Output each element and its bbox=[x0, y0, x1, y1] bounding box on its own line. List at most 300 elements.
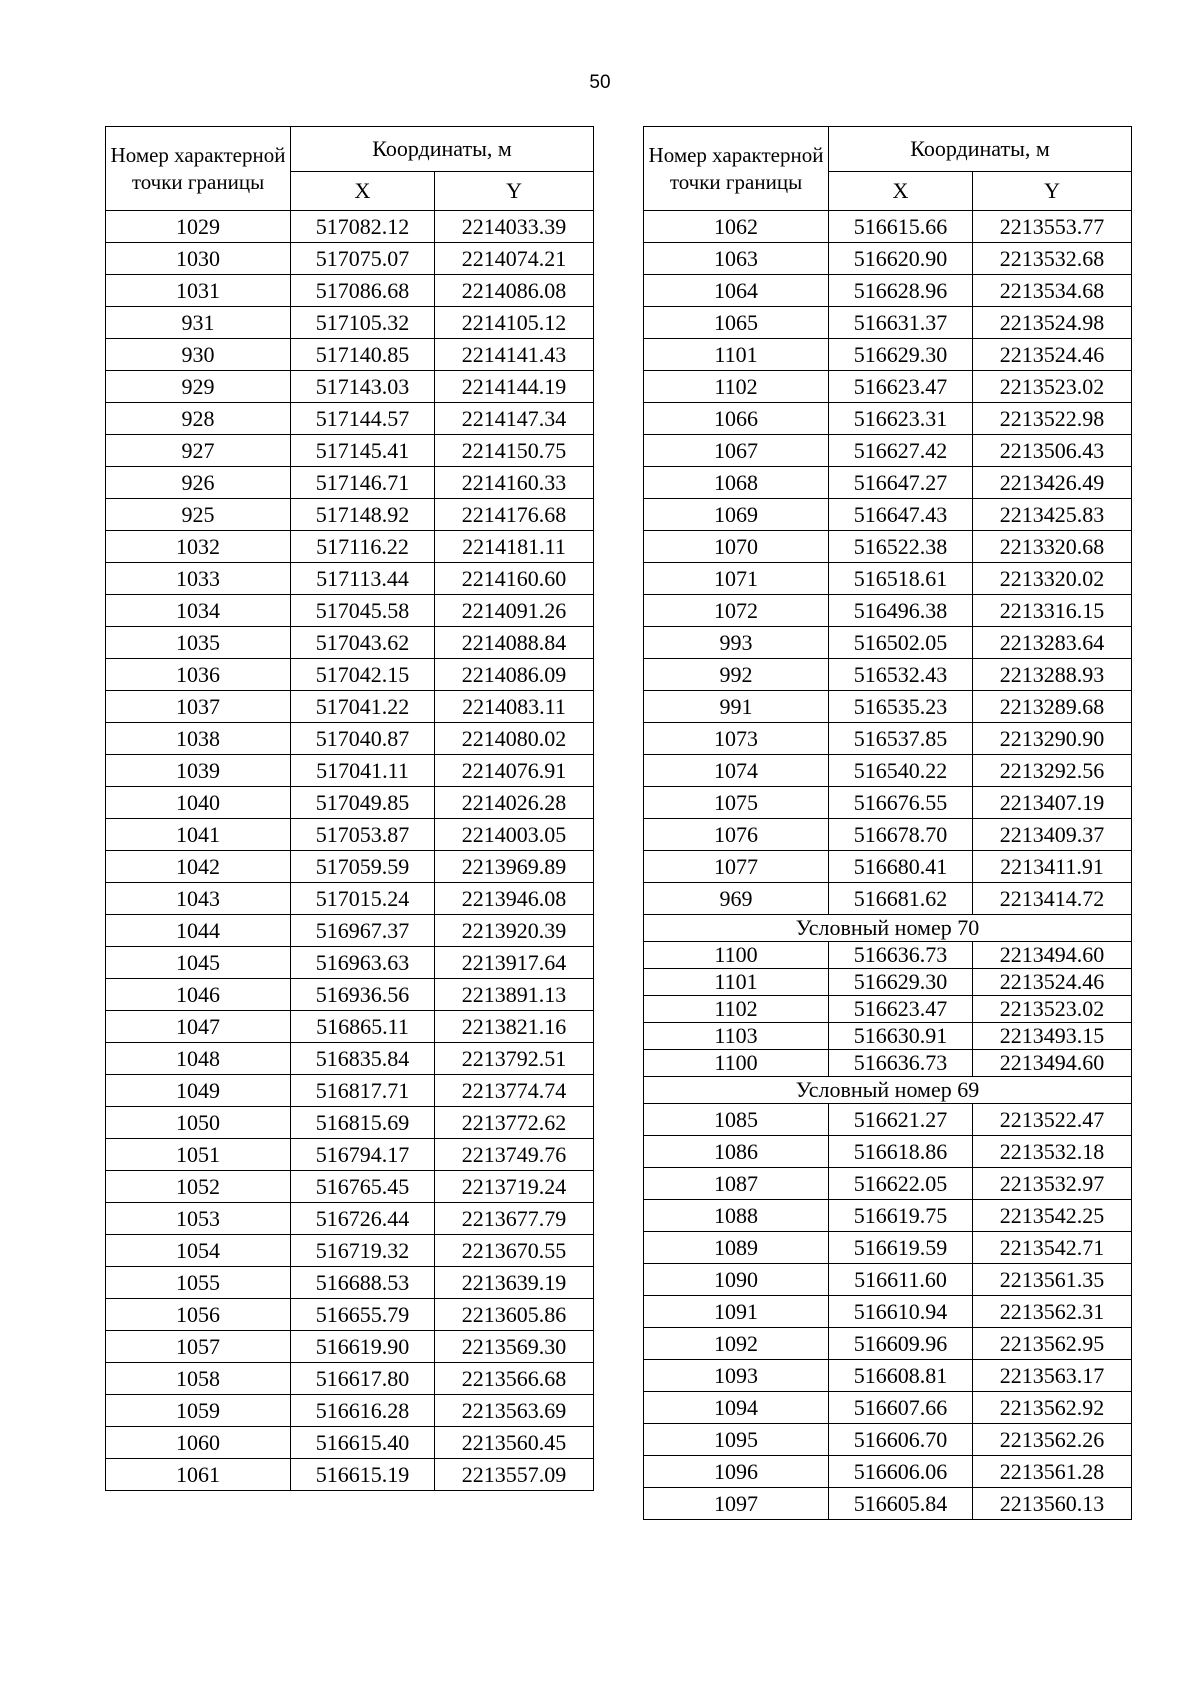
point-number-cell: 1066 bbox=[644, 403, 829, 435]
x-coordinate-cell: 517148.92 bbox=[291, 499, 435, 531]
x-coordinate-cell: 516963.63 bbox=[291, 947, 435, 979]
point-number-cell: 1065 bbox=[644, 307, 829, 339]
x-coordinate-cell: 516608.81 bbox=[829, 1360, 973, 1392]
point-number-cell: 1093 bbox=[644, 1360, 829, 1392]
x-coordinate-cell: 516609.96 bbox=[829, 1328, 973, 1360]
table-row bbox=[644, 243, 1132, 275]
y-coordinate-cell: 2213920.39 bbox=[435, 915, 594, 947]
y-coordinate-cell: 2214003.05 bbox=[435, 819, 594, 851]
y-coordinate-cell: 2213605.86 bbox=[435, 1299, 594, 1331]
x-coordinate-cell: 516765.45 bbox=[291, 1171, 435, 1203]
table-row bbox=[644, 996, 1132, 1023]
x-coordinate-cell: 517045.58 bbox=[291, 595, 435, 627]
table-row bbox=[106, 1043, 594, 1075]
table-row bbox=[106, 915, 594, 947]
x-coordinate-cell: 517041.11 bbox=[291, 755, 435, 787]
table-row bbox=[644, 1456, 1132, 1488]
x-coordinate-cell: 517143.03 bbox=[291, 371, 435, 403]
x-coordinate-cell: 517086.68 bbox=[291, 275, 435, 307]
table-row bbox=[644, 1424, 1132, 1456]
y-coordinate-cell: 2213409.37 bbox=[973, 819, 1132, 851]
table-row bbox=[644, 467, 1132, 499]
x-coordinate-cell: 516540.22 bbox=[829, 755, 973, 787]
table-row bbox=[106, 467, 594, 499]
table-row bbox=[644, 969, 1132, 996]
point-number-cell: 1100 bbox=[644, 1050, 829, 1077]
x-coordinate-cell: 516496.38 bbox=[829, 595, 973, 627]
point-number-cell: 1097 bbox=[644, 1488, 829, 1520]
table-row bbox=[644, 1232, 1132, 1264]
y-coordinate-cell: 2213670.55 bbox=[435, 1235, 594, 1267]
x-coordinate-cell: 517140.85 bbox=[291, 339, 435, 371]
x-coordinate-cell: 516537.85 bbox=[829, 723, 973, 755]
y-coordinate-cell: 2213289.68 bbox=[973, 691, 1132, 723]
table-row bbox=[644, 883, 1132, 915]
x-coordinate-cell: 517116.22 bbox=[291, 531, 435, 563]
table-row bbox=[644, 307, 1132, 339]
y-coordinate-cell: 2213414.72 bbox=[973, 883, 1132, 915]
point-number-cell: 1058 bbox=[106, 1363, 291, 1395]
point-number-cell: 1059 bbox=[106, 1395, 291, 1427]
table-row bbox=[106, 1395, 594, 1427]
table-row bbox=[106, 563, 594, 595]
point-number-cell: 1094 bbox=[644, 1392, 829, 1424]
table-row bbox=[106, 595, 594, 627]
point-number-cell: 931 bbox=[106, 307, 291, 339]
x-coordinate-cell: 516647.43 bbox=[829, 499, 973, 531]
section-row bbox=[644, 915, 1132, 942]
header-point-number: Номер характерной точки границы bbox=[106, 127, 291, 211]
coordinates-table-left bbox=[105, 126, 594, 1491]
y-coordinate-cell: 2213772.62 bbox=[435, 1107, 594, 1139]
point-number-cell: 928 bbox=[106, 403, 291, 435]
point-number-cell: 1057 bbox=[106, 1331, 291, 1363]
table-row bbox=[644, 1136, 1132, 1168]
table-row bbox=[106, 1459, 594, 1491]
x-coordinate-cell: 516621.27 bbox=[829, 1104, 973, 1136]
x-coordinate-cell: 516835.84 bbox=[291, 1043, 435, 1075]
x-coordinate-cell: 517049.85 bbox=[291, 787, 435, 819]
y-coordinate-cell: 2213532.18 bbox=[973, 1136, 1132, 1168]
y-coordinate-cell: 2213506.43 bbox=[973, 435, 1132, 467]
y-coordinate-cell: 2213494.60 bbox=[973, 1050, 1132, 1077]
y-coordinate-cell: 2214160.33 bbox=[435, 467, 594, 499]
y-coordinate-cell: 2213493.15 bbox=[973, 1023, 1132, 1050]
table-row bbox=[644, 659, 1132, 691]
point-number-cell: 1095 bbox=[644, 1424, 829, 1456]
table-row bbox=[106, 499, 594, 531]
x-coordinate-cell: 516522.38 bbox=[829, 531, 973, 563]
x-coordinate-cell: 516794.17 bbox=[291, 1139, 435, 1171]
header-x: X bbox=[291, 172, 435, 211]
table-row bbox=[106, 1203, 594, 1235]
x-coordinate-cell: 516678.70 bbox=[829, 819, 973, 851]
x-coordinate-cell: 516623.31 bbox=[829, 403, 973, 435]
x-coordinate-cell: 516647.27 bbox=[829, 467, 973, 499]
x-coordinate-cell: 516620.90 bbox=[829, 243, 973, 275]
x-coordinate-cell: 516535.23 bbox=[829, 691, 973, 723]
x-coordinate-cell: 517082.12 bbox=[291, 211, 435, 243]
section-title: Условный номер 69 bbox=[644, 1077, 1132, 1104]
table-row bbox=[106, 339, 594, 371]
y-coordinate-cell: 2214105.12 bbox=[435, 307, 594, 339]
table-row bbox=[644, 942, 1132, 969]
x-coordinate-cell: 516607.66 bbox=[829, 1392, 973, 1424]
x-coordinate-cell: 516629.30 bbox=[829, 339, 973, 371]
point-number-cell: 1060 bbox=[106, 1427, 291, 1459]
x-coordinate-cell: 517145.41 bbox=[291, 435, 435, 467]
y-coordinate-cell: 2213553.77 bbox=[973, 211, 1132, 243]
y-coordinate-cell: 2213532.97 bbox=[973, 1168, 1132, 1200]
x-coordinate-cell: 516676.55 bbox=[829, 787, 973, 819]
y-coordinate-cell: 2214091.26 bbox=[435, 595, 594, 627]
x-coordinate-cell: 517042.15 bbox=[291, 659, 435, 691]
table-row bbox=[644, 211, 1132, 243]
x-coordinate-cell: 516636.73 bbox=[829, 942, 973, 969]
table-row bbox=[644, 563, 1132, 595]
y-coordinate-cell: 2214083.11 bbox=[435, 691, 594, 723]
header-y: Y bbox=[435, 172, 594, 211]
point-number-cell: 929 bbox=[106, 371, 291, 403]
x-coordinate-cell: 516623.47 bbox=[829, 996, 973, 1023]
header-coordinates: Координаты, м bbox=[291, 127, 594, 172]
table-row bbox=[644, 371, 1132, 403]
point-number-cell: 1052 bbox=[106, 1171, 291, 1203]
table-row bbox=[106, 1363, 594, 1395]
table-row bbox=[644, 499, 1132, 531]
x-coordinate-cell: 517075.07 bbox=[291, 243, 435, 275]
x-coordinate-cell: 516681.62 bbox=[829, 883, 973, 915]
header-y: Y bbox=[973, 172, 1132, 211]
point-number-cell: 1089 bbox=[644, 1232, 829, 1264]
point-number-cell: 993 bbox=[644, 627, 829, 659]
table-row bbox=[106, 371, 594, 403]
x-coordinate-cell: 516611.60 bbox=[829, 1264, 973, 1296]
table-row bbox=[106, 787, 594, 819]
point-number-cell: 1054 bbox=[106, 1235, 291, 1267]
y-coordinate-cell: 2213426.49 bbox=[973, 467, 1132, 499]
x-coordinate-cell: 516817.71 bbox=[291, 1075, 435, 1107]
table-row bbox=[106, 723, 594, 755]
y-coordinate-cell: 2213562.31 bbox=[973, 1296, 1132, 1328]
x-coordinate-cell: 517105.32 bbox=[291, 307, 435, 339]
x-coordinate-cell: 516610.94 bbox=[829, 1296, 973, 1328]
y-coordinate-cell: 2213946.08 bbox=[435, 883, 594, 915]
x-coordinate-cell: 517041.22 bbox=[291, 691, 435, 723]
table-row bbox=[644, 1104, 1132, 1136]
y-coordinate-cell: 2213523.02 bbox=[973, 371, 1132, 403]
x-coordinate-cell: 516618.86 bbox=[829, 1136, 973, 1168]
y-coordinate-cell: 2214076.91 bbox=[435, 755, 594, 787]
point-number-cell: 1037 bbox=[106, 691, 291, 723]
x-coordinate-cell: 517144.57 bbox=[291, 403, 435, 435]
y-coordinate-cell: 2214080.02 bbox=[435, 723, 594, 755]
y-coordinate-cell: 2214088.84 bbox=[435, 627, 594, 659]
x-coordinate-cell: 516622.05 bbox=[829, 1168, 973, 1200]
table-row bbox=[644, 1200, 1132, 1232]
point-number-cell: 1043 bbox=[106, 883, 291, 915]
y-coordinate-cell: 2213774.74 bbox=[435, 1075, 594, 1107]
point-number-cell: 1033 bbox=[106, 563, 291, 595]
x-coordinate-cell: 516629.30 bbox=[829, 969, 973, 996]
point-number-cell: 1086 bbox=[644, 1136, 829, 1168]
y-coordinate-cell: 2213561.35 bbox=[973, 1264, 1132, 1296]
point-number-cell: 1051 bbox=[106, 1139, 291, 1171]
table-row bbox=[644, 595, 1132, 627]
table-row bbox=[644, 787, 1132, 819]
y-coordinate-cell: 2213821.16 bbox=[435, 1011, 594, 1043]
point-number-cell: 1075 bbox=[644, 787, 829, 819]
x-coordinate-cell: 516617.80 bbox=[291, 1363, 435, 1395]
y-coordinate-cell: 2213563.69 bbox=[435, 1395, 594, 1427]
point-number-cell: 1071 bbox=[644, 563, 829, 595]
point-number-cell: 991 bbox=[644, 691, 829, 723]
point-number-cell: 1102 bbox=[644, 371, 829, 403]
x-coordinate-cell: 516636.73 bbox=[829, 1050, 973, 1077]
point-number-cell: 1047 bbox=[106, 1011, 291, 1043]
y-coordinate-cell: 2213562.92 bbox=[973, 1392, 1132, 1424]
y-coordinate-cell: 2213532.68 bbox=[973, 243, 1132, 275]
y-coordinate-cell: 2213557.09 bbox=[435, 1459, 594, 1491]
point-number-cell: 1085 bbox=[644, 1104, 829, 1136]
point-number-cell: 1074 bbox=[644, 755, 829, 787]
table-row bbox=[106, 211, 594, 243]
y-coordinate-cell: 2213523.02 bbox=[973, 996, 1132, 1023]
y-coordinate-cell: 2213542.25 bbox=[973, 1200, 1132, 1232]
y-coordinate-cell: 2214150.75 bbox=[435, 435, 594, 467]
table-row bbox=[644, 1392, 1132, 1424]
point-number-cell: 1045 bbox=[106, 947, 291, 979]
y-coordinate-cell: 2213290.90 bbox=[973, 723, 1132, 755]
y-coordinate-cell: 2214141.43 bbox=[435, 339, 594, 371]
table-row bbox=[106, 883, 594, 915]
point-number-cell: 1100 bbox=[644, 942, 829, 969]
table-row bbox=[644, 1050, 1132, 1077]
header-coordinates: Координаты, м bbox=[829, 127, 1132, 172]
point-number-cell: 930 bbox=[106, 339, 291, 371]
y-coordinate-cell: 2213560.45 bbox=[435, 1427, 594, 1459]
x-coordinate-cell: 516655.79 bbox=[291, 1299, 435, 1331]
table-row bbox=[644, 627, 1132, 659]
y-coordinate-cell: 2214144.19 bbox=[435, 371, 594, 403]
y-coordinate-cell: 2213561.28 bbox=[973, 1456, 1132, 1488]
table-row bbox=[106, 531, 594, 563]
right-table-body bbox=[644, 211, 1132, 1520]
y-coordinate-cell: 2213494.60 bbox=[973, 942, 1132, 969]
y-coordinate-cell: 2213891.13 bbox=[435, 979, 594, 1011]
point-number-cell: 1076 bbox=[644, 819, 829, 851]
x-coordinate-cell: 516619.59 bbox=[829, 1232, 973, 1264]
x-coordinate-cell: 516616.28 bbox=[291, 1395, 435, 1427]
x-coordinate-cell: 516532.43 bbox=[829, 659, 973, 691]
table-row bbox=[106, 1331, 594, 1363]
point-number-cell: 1096 bbox=[644, 1456, 829, 1488]
point-number-cell: 1069 bbox=[644, 499, 829, 531]
y-coordinate-cell: 2213792.51 bbox=[435, 1043, 594, 1075]
table-row bbox=[106, 307, 594, 339]
point-number-cell: 1041 bbox=[106, 819, 291, 851]
table-row bbox=[644, 1360, 1132, 1392]
table-row bbox=[644, 1296, 1132, 1328]
point-number-cell: 1102 bbox=[644, 996, 829, 1023]
point-number-cell: 1035 bbox=[106, 627, 291, 659]
x-coordinate-cell: 516615.40 bbox=[291, 1427, 435, 1459]
x-coordinate-cell: 516815.69 bbox=[291, 1107, 435, 1139]
section-row bbox=[644, 1077, 1132, 1104]
table-row bbox=[644, 1168, 1132, 1200]
table-row bbox=[106, 1011, 594, 1043]
x-coordinate-cell: 516615.19 bbox=[291, 1459, 435, 1491]
point-number-cell: 1031 bbox=[106, 275, 291, 307]
point-number-cell: 1050 bbox=[106, 1107, 291, 1139]
point-number-cell: 1042 bbox=[106, 851, 291, 883]
y-coordinate-cell: 2213639.19 bbox=[435, 1267, 594, 1299]
y-coordinate-cell: 2213522.98 bbox=[973, 403, 1132, 435]
x-coordinate-cell: 516719.32 bbox=[291, 1235, 435, 1267]
left-table-body bbox=[106, 211, 594, 1491]
y-coordinate-cell: 2213524.46 bbox=[973, 969, 1132, 996]
x-coordinate-cell: 517053.87 bbox=[291, 819, 435, 851]
y-coordinate-cell: 2213288.93 bbox=[973, 659, 1132, 691]
y-coordinate-cell: 2213534.68 bbox=[973, 275, 1132, 307]
point-number-cell: 992 bbox=[644, 659, 829, 691]
y-coordinate-cell: 2214176.68 bbox=[435, 499, 594, 531]
coordinates-table-right bbox=[643, 126, 1132, 1520]
table-row bbox=[644, 1488, 1132, 1520]
table-row bbox=[106, 819, 594, 851]
y-coordinate-cell: 2214033.39 bbox=[435, 211, 594, 243]
y-coordinate-cell: 2213677.79 bbox=[435, 1203, 594, 1235]
section-title: Условный номер 70 bbox=[644, 915, 1132, 942]
x-coordinate-cell: 516619.90 bbox=[291, 1331, 435, 1363]
x-coordinate-cell: 516865.11 bbox=[291, 1011, 435, 1043]
y-coordinate-cell: 2213562.26 bbox=[973, 1424, 1132, 1456]
table-row bbox=[106, 1139, 594, 1171]
point-number-cell: 1049 bbox=[106, 1075, 291, 1107]
y-coordinate-cell: 2213566.68 bbox=[435, 1363, 594, 1395]
table-row bbox=[106, 979, 594, 1011]
point-number-cell: 1034 bbox=[106, 595, 291, 627]
point-number-cell: 1067 bbox=[644, 435, 829, 467]
x-coordinate-cell: 516627.42 bbox=[829, 435, 973, 467]
point-number-cell: 969 bbox=[644, 883, 829, 915]
table-row bbox=[644, 819, 1132, 851]
point-number-cell: 1070 bbox=[644, 531, 829, 563]
x-coordinate-cell: 517146.71 bbox=[291, 467, 435, 499]
point-number-cell: 1090 bbox=[644, 1264, 829, 1296]
point-number-cell: 1061 bbox=[106, 1459, 291, 1491]
x-coordinate-cell: 516631.37 bbox=[829, 307, 973, 339]
table-row bbox=[106, 851, 594, 883]
x-coordinate-cell: 516502.05 bbox=[829, 627, 973, 659]
table-row bbox=[106, 243, 594, 275]
table-row bbox=[106, 627, 594, 659]
table-row bbox=[644, 275, 1132, 307]
x-coordinate-cell: 517040.87 bbox=[291, 723, 435, 755]
table-row bbox=[106, 1299, 594, 1331]
table-row bbox=[644, 339, 1132, 371]
x-coordinate-cell: 516936.56 bbox=[291, 979, 435, 1011]
y-coordinate-cell: 2214147.34 bbox=[435, 403, 594, 435]
table-row bbox=[644, 531, 1132, 563]
header-point-number: Номер характерной точки границы bbox=[644, 127, 829, 211]
x-coordinate-cell: 516623.47 bbox=[829, 371, 973, 403]
y-coordinate-cell: 2213411.91 bbox=[973, 851, 1132, 883]
table-row bbox=[106, 947, 594, 979]
x-coordinate-cell: 516619.75 bbox=[829, 1200, 973, 1232]
table-row bbox=[644, 1023, 1132, 1050]
table-row bbox=[106, 691, 594, 723]
table-row bbox=[644, 435, 1132, 467]
table-row bbox=[106, 1427, 594, 1459]
point-number-cell: 1073 bbox=[644, 723, 829, 755]
table-row bbox=[106, 1171, 594, 1203]
y-coordinate-cell: 2213563.17 bbox=[973, 1360, 1132, 1392]
x-coordinate-cell: 516518.61 bbox=[829, 563, 973, 595]
point-number-cell: 925 bbox=[106, 499, 291, 531]
point-number-cell: 1087 bbox=[644, 1168, 829, 1200]
x-coordinate-cell: 516688.53 bbox=[291, 1267, 435, 1299]
table-row bbox=[106, 1235, 594, 1267]
y-coordinate-cell: 2214074.21 bbox=[435, 243, 594, 275]
point-number-cell: 1101 bbox=[644, 339, 829, 371]
y-coordinate-cell: 2214026.28 bbox=[435, 787, 594, 819]
point-number-cell: 1068 bbox=[644, 467, 829, 499]
y-coordinate-cell: 2213425.83 bbox=[973, 499, 1132, 531]
y-coordinate-cell: 2213719.24 bbox=[435, 1171, 594, 1203]
point-number-cell: 1064 bbox=[644, 275, 829, 307]
y-coordinate-cell: 2213917.64 bbox=[435, 947, 594, 979]
point-number-cell: 1053 bbox=[106, 1203, 291, 1235]
point-number-cell: 1072 bbox=[644, 595, 829, 627]
y-coordinate-cell: 2213969.89 bbox=[435, 851, 594, 883]
point-number-cell: 1063 bbox=[644, 243, 829, 275]
y-coordinate-cell: 2214086.09 bbox=[435, 659, 594, 691]
point-number-cell: 1077 bbox=[644, 851, 829, 883]
y-coordinate-cell: 2214181.11 bbox=[435, 531, 594, 563]
point-number-cell: 1062 bbox=[644, 211, 829, 243]
table-row bbox=[106, 435, 594, 467]
table-row bbox=[644, 403, 1132, 435]
y-coordinate-cell: 2213569.30 bbox=[435, 1331, 594, 1363]
point-number-cell: 1029 bbox=[106, 211, 291, 243]
point-number-cell: 1048 bbox=[106, 1043, 291, 1075]
x-coordinate-cell: 516628.96 bbox=[829, 275, 973, 307]
header-x: X bbox=[829, 172, 973, 211]
x-coordinate-cell: 516680.41 bbox=[829, 851, 973, 883]
y-coordinate-cell: 2213320.68 bbox=[973, 531, 1132, 563]
point-number-cell: 1032 bbox=[106, 531, 291, 563]
table-row bbox=[106, 275, 594, 307]
y-coordinate-cell: 2213320.02 bbox=[973, 563, 1132, 595]
x-coordinate-cell: 516605.84 bbox=[829, 1488, 973, 1520]
table-row bbox=[644, 1264, 1132, 1296]
y-coordinate-cell: 2213522.47 bbox=[973, 1104, 1132, 1136]
x-coordinate-cell: 516967.37 bbox=[291, 915, 435, 947]
y-coordinate-cell: 2213524.98 bbox=[973, 307, 1132, 339]
x-coordinate-cell: 516726.44 bbox=[291, 1203, 435, 1235]
y-coordinate-cell: 2213407.19 bbox=[973, 787, 1132, 819]
x-coordinate-cell: 517059.59 bbox=[291, 851, 435, 883]
point-number-cell: 1044 bbox=[106, 915, 291, 947]
point-number-cell: 1038 bbox=[106, 723, 291, 755]
point-number-cell: 1039 bbox=[106, 755, 291, 787]
y-coordinate-cell: 2213562.95 bbox=[973, 1328, 1132, 1360]
y-coordinate-cell: 2214086.08 bbox=[435, 275, 594, 307]
point-number-cell: 927 bbox=[106, 435, 291, 467]
point-number-cell: 1101 bbox=[644, 969, 829, 996]
x-coordinate-cell: 516630.91 bbox=[829, 1023, 973, 1050]
